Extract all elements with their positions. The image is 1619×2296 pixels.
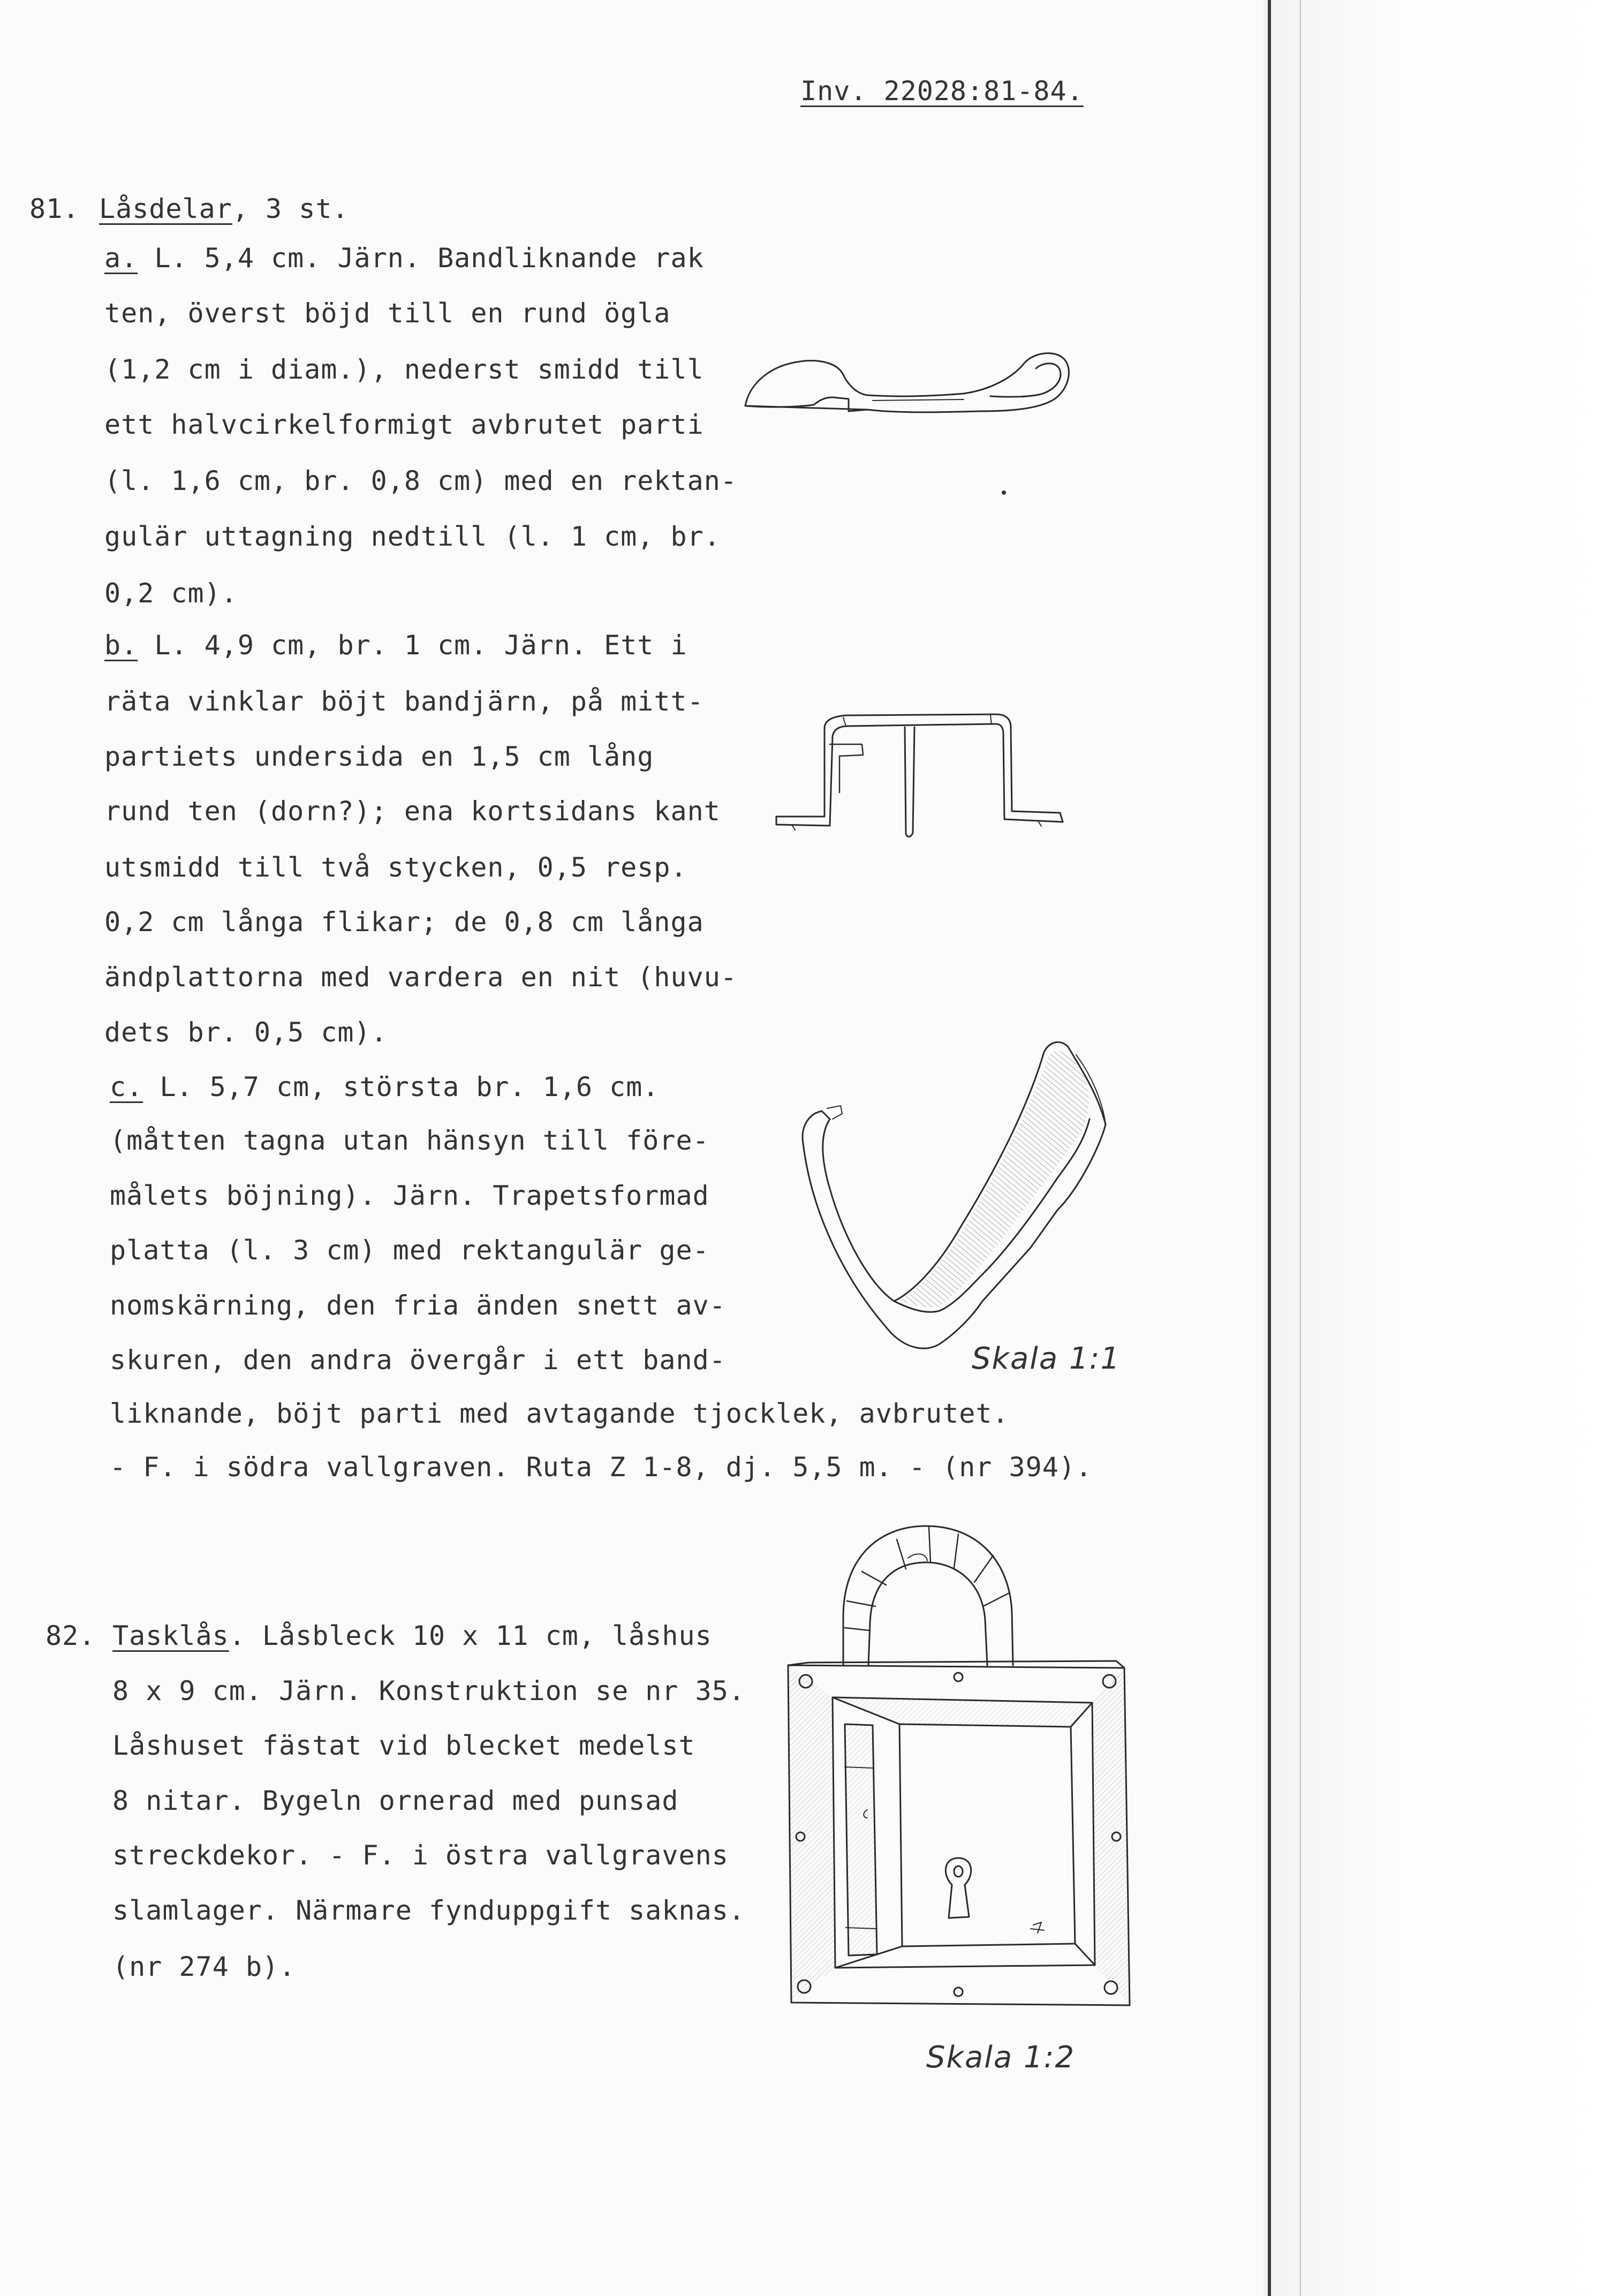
item-81b-line-7: ändplattorna med vardera en nit (huvu- bbox=[104, 962, 737, 993]
item-81a-label: a. bbox=[104, 243, 138, 274]
drawing-82-bag-lock bbox=[782, 1521, 1135, 2029]
drawing-81a-lock-rod bbox=[739, 337, 1081, 434]
item-81a-text: L. 5,4 cm. Järn. Bandliknande rak bbox=[138, 243, 704, 274]
item-81c-line-7: liknande, böjt parti med avtagande tjocklek, avbrutet. bbox=[110, 1398, 1009, 1429]
item-81a-line-7: 0,2 cm). bbox=[104, 578, 238, 609]
entry-82-line-7: (nr 274 b). bbox=[112, 1951, 296, 1982]
item-81b-line-6: 0,2 cm långa flikar; de 0,8 cm långa bbox=[104, 907, 704, 938]
entry-82-line-3: Låshuset fästat vid blecket medelst bbox=[112, 1730, 695, 1761]
item-81b-line-3: partiets undersida en 1,5 cm lång bbox=[104, 741, 654, 772]
item-81a-line-5: (l. 1,6 cm, br. 0,8 cm) med en rektan- bbox=[104, 465, 737, 496]
item-81c-line-3: målets böjning). Järn. Trapetsformad bbox=[110, 1180, 709, 1211]
item-81b-text: L. 4,9 cm, br. 1 cm. Järn. Ett i bbox=[138, 630, 687, 661]
item-81a-line-4: ett halvcirkelformigt avbrutet parti bbox=[104, 409, 704, 440]
scale-note-1-2: Skala 1:2 bbox=[926, 2040, 1076, 2075]
entry-82-text: . Låsbleck 10 x 11 cm, låshus bbox=[229, 1620, 712, 1651]
item-81b-line-8: dets br. 0,5 cm). bbox=[104, 1017, 388, 1048]
entry-82-line-4: 8 nitar. Bygeln ornerad med punsad bbox=[112, 1785, 679, 1816]
entry-82-line-5: streckdekor. - F. i östra vallgravens bbox=[112, 1840, 729, 1871]
item-81b-line-4: rund ten (dorn?); ena kortsidans kant bbox=[104, 796, 721, 827]
page-edge-line bbox=[1268, 0, 1271, 2296]
drawing-81c-curved-plate bbox=[779, 1033, 1122, 1360]
item-81b-line-2: räta vinklar böjt bandjärn, på mitt- bbox=[104, 686, 704, 717]
item-81c-label: c. bbox=[110, 1071, 143, 1102]
scale-note-1-1: Skala 1:1 bbox=[972, 1341, 1121, 1376]
entry-81-heading bbox=[99, 193, 349, 225]
item-81c-text: L. 5,7 cm, största br. 1,6 cm. bbox=[143, 1071, 660, 1102]
item-81c-line-1 bbox=[110, 1071, 659, 1103]
item-81b-line-1 bbox=[104, 629, 687, 661]
entry-81-number: 81. bbox=[29, 193, 80, 224]
item-81c-line-2: (måtten tagna utan hänsyn till före- bbox=[110, 1125, 709, 1156]
item-81b-line-5: utsmidd till två stycken, 0,5 resp. bbox=[104, 852, 687, 883]
page-edge-shadow bbox=[1264, 0, 1619, 2296]
item-81a-line-2: ten, överst böjd till en rund ögla bbox=[104, 298, 671, 329]
entry-82-line-1 bbox=[112, 1620, 712, 1652]
item-81a-line-1 bbox=[104, 242, 704, 274]
page-edge-line-light bbox=[1300, 0, 1301, 2296]
item-81a-line-6: gulär uttagning nedtill (l. 1 cm, br. bbox=[104, 521, 721, 552]
entry-82-number: 82. bbox=[46, 1620, 96, 1651]
item-81a-line-3: (1,2 cm i diam.), nederst smidd till bbox=[104, 354, 704, 385]
entry-81-title: Låsdelar bbox=[99, 193, 232, 224]
item-81c-line-5: nomskärning, den fria änden snett av- bbox=[110, 1290, 726, 1321]
item-81c-line-6: skuren, den andra övergår i ett band- bbox=[110, 1345, 726, 1376]
entry-81-title-suffix: , 3 st. bbox=[232, 193, 349, 224]
item-81b-label: b. bbox=[104, 630, 138, 661]
inventory-number: Inv. 22028:81-84. bbox=[800, 75, 1084, 107]
entry-82-line-6: slamlager. Närmare fynduppgift saknas. bbox=[112, 1895, 745, 1926]
item-81c-line-8: - F. i södra vallgraven. Ruta Z 1-8, dj. 5,5 m. - (nr 394). bbox=[110, 1452, 1093, 1483]
drawing-81b-bent-band-iron bbox=[771, 712, 1081, 846]
entry-82-line-2: 8 x 9 cm. Järn. Konstruktion se nr 35. bbox=[112, 1675, 745, 1706]
item-81c-line-4: platta (l. 3 cm) med rektangulär ge- bbox=[110, 1235, 709, 1266]
entry-82-title: Tasklås bbox=[112, 1620, 229, 1651]
